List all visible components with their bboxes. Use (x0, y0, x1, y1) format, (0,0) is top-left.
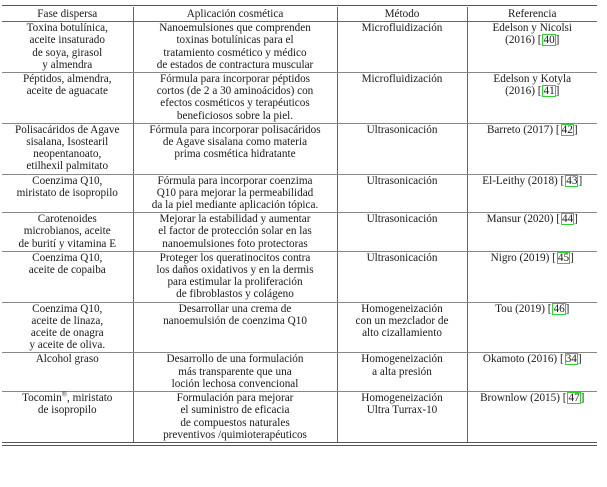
cell-line: de isopropilo (37, 404, 97, 417)
cell-line: Toxina botulínica, (26, 22, 108, 35)
cell-line: Edelson y Nicolsi (492, 22, 573, 35)
cell-line: de burití y vitamina E (18, 237, 117, 250)
cell-line: loción lechosa convencional (171, 377, 299, 390)
cell-aplicacion-cosmetica (133, 302, 337, 353)
cell-line: Formulación para mejorar (176, 392, 294, 405)
nanoemulsion-table (2, 7, 597, 443)
cell-metodo (337, 213, 467, 252)
table-row (2, 174, 597, 213)
header-fase-dispersa: Fase dispersa (2, 7, 133, 22)
cell-line: Ultrasonicación (366, 174, 438, 187)
registered-mark: ® (61, 390, 68, 399)
citation-bracket: ] (570, 251, 574, 264)
cell-aplicacion-cosmetica (133, 174, 337, 213)
cell-fase-dispersa (2, 251, 133, 302)
cell-fase-dispersa (2, 174, 133, 213)
cell-fase-dispersa (2, 213, 133, 252)
citation-line (470, 252, 596, 264)
cell-fase-dispersa (2, 392, 133, 443)
citation-bracket: ] (555, 85, 560, 98)
cell-line: Fórmula para incorporar coenzima (157, 174, 313, 187)
cell-referencia (467, 123, 597, 174)
cell-aplicacion-cosmetica (133, 392, 337, 443)
cell-line: los daños oxidativos y en la dermis (156, 264, 314, 277)
citation-bracket: ] (555, 34, 560, 47)
cell-line: Homogeneización (361, 353, 443, 366)
cell-line: Coenzima Q10, (32, 251, 103, 264)
cell-metodo (337, 22, 467, 73)
table-row (2, 22, 597, 73)
cell-line: tratamiento cosmético y médico (163, 46, 307, 59)
cell-line: de fibroblastos y colágeno (176, 288, 294, 301)
table-row (2, 392, 597, 443)
cell-referencia (467, 213, 597, 252)
cell-aplicacion-cosmetica (133, 213, 337, 252)
cell-line: con un mezclador de (355, 314, 449, 327)
cell-line: Homogeneización (361, 302, 443, 315)
cell-line: Carotenoides (37, 213, 97, 226)
cell-aplicacion-cosmetica (133, 353, 337, 392)
cell-line: nanoemulsión de coenzima Q10 (163, 314, 307, 327)
header-row (2, 7, 597, 22)
cell-line: de soya, girasol (32, 46, 103, 59)
citation-bracket: ] (573, 123, 578, 136)
cell-referencia (467, 22, 597, 73)
citation-bracket: ] (578, 174, 583, 187)
citation-bracket: ] (580, 392, 585, 405)
citation-author-year: Barreto (2017) [ (486, 123, 560, 136)
citation-line (470, 213, 596, 225)
cell-metodo (337, 73, 467, 124)
cell-metodo (337, 251, 467, 302)
table-top-rule (2, 5, 597, 6)
citation-link[interactable]: 47 (568, 392, 580, 405)
citation-author-year: Tou (2019) [ (495, 302, 552, 315)
cell-line: Microfluidización (361, 73, 443, 86)
cell-line: microbianos, aceite (23, 225, 111, 238)
citation-line (470, 85, 596, 97)
citation-bracket: ] (577, 353, 582, 366)
cell-line: aceite de onagra (30, 327, 104, 340)
cell-line: el factor de protección solar en las (158, 225, 312, 238)
cell-line: Desarrollar una crema de (178, 302, 292, 315)
table-row (2, 353, 597, 392)
cell-line: aceite de aguacate (26, 85, 108, 98)
citation-link[interactable]: 45 (557, 251, 570, 264)
citation-line (470, 392, 596, 404)
cell-metodo (337, 392, 467, 443)
header-referencia: Referencia (467, 7, 597, 22)
citation-link[interactable]: 40 (543, 34, 555, 47)
cell-line: etilhexil palmitato (26, 160, 109, 173)
cell-line: Ultra Turrax-10 (366, 404, 438, 417)
citation-line (470, 353, 596, 365)
citation-author-year: Mansur (2020) [ (486, 213, 560, 226)
cell-referencia (467, 392, 597, 443)
cell-line: y almendra (42, 58, 93, 71)
table-row (2, 251, 597, 302)
cell-line: Alcohol graso (35, 353, 99, 366)
citation-link[interactable]: 46 (553, 302, 565, 315)
citation-link[interactable]: 43 (566, 174, 578, 187)
cell-line: aceite de linaza, (31, 314, 104, 327)
cell-line: Nanoemulsiones que comprenden (159, 22, 311, 35)
header-metodo: Método (337, 7, 467, 22)
cell-referencia (467, 353, 597, 392)
cell-line: da la piel mediante aplicación tópica. (151, 199, 319, 212)
citation-link[interactable]: 44 (561, 213, 574, 226)
citation-link[interactable]: 41 (543, 85, 555, 98)
cell-line: aceite de copaiba (28, 264, 106, 277)
cell-line: Ultrasonicación (366, 123, 438, 136)
cell-line: y aceite de oliva. (29, 339, 106, 352)
cell-line: Edelson y Kotyla (493, 73, 572, 86)
cell-line: de estados de contractura muscular (156, 58, 314, 71)
cell-line: Mejorar la estabilidad y aumentar (159, 213, 311, 226)
cell-line (4, 392, 131, 404)
cell-line: Coenzima Q10, (32, 302, 103, 315)
cell-line: Homogeneización (361, 392, 443, 405)
cell-line: Ultrasonicación (366, 213, 438, 226)
cell-metodo (337, 174, 467, 213)
cell-line: Fórmula para incorporar péptidos (159, 73, 311, 86)
cell-line: Q10 para mejorar la permeabilidad (156, 186, 314, 199)
cell-fase-dispersa (2, 353, 133, 392)
cell-line: el suministro de eficacia (180, 404, 290, 417)
cell-aplicacion-cosmetica (133, 73, 337, 124)
trademark-name: Tocomin (22, 392, 62, 405)
table-row (2, 73, 597, 124)
citation-author-year: (2016) [ (505, 34, 542, 47)
citation-author-year: Okamoto (2016) [ (482, 353, 564, 366)
citation-bracket: ] (574, 213, 578, 226)
cell-aplicacion-cosmetica (133, 251, 337, 302)
table-row (2, 213, 597, 252)
citation-author-year: El-Leithy (2018) [ (482, 174, 565, 187)
cell-referencia (467, 174, 597, 213)
citation-author-year: Brownlow (2015) [ (480, 392, 567, 405)
cell-line: para estimular la proliferación (167, 276, 303, 289)
cell-metodo (337, 353, 467, 392)
citation-line (470, 175, 596, 187)
table-row (2, 302, 597, 353)
cell-line: preventivos /quimioterapéuticos (163, 428, 307, 441)
cell-line: Desarrollo de una formulación (166, 353, 304, 366)
cell-line: nanoemulsiones foto protectoras (162, 237, 308, 250)
citation-bracket: ] (565, 302, 570, 315)
cell-fase-dispersa (2, 302, 133, 353)
citation-link[interactable]: 42 (561, 123, 573, 136)
cell-line: Polisacáridos de Agave (15, 123, 120, 136)
cell-fase-dispersa (2, 22, 133, 73)
header-aplicacion-cosmetica: Aplicación cosmética (133, 7, 337, 22)
cell-line: alto cizallamiento (362, 327, 442, 340)
cell-line: Proteger los queratinocitos contra (159, 251, 311, 264)
citation-line (470, 303, 596, 315)
cell-aplicacion-cosmetica (133, 123, 337, 174)
citation-link[interactable]: 34 (565, 353, 577, 366)
citation-author-year: Nigro (2019) [ (490, 251, 556, 264)
cell-line: aceite insaturado (29, 34, 105, 47)
table-row (2, 123, 597, 174)
cell-line: efectos cosméticos y terapéuticos (160, 97, 310, 110)
cell-referencia (467, 251, 597, 302)
cell-fase-dispersa (2, 73, 133, 124)
cell-referencia (467, 302, 597, 353)
cell-line: de Agave sisalana como materia (162, 136, 308, 149)
cell-line: miristato de isopropilo (16, 186, 118, 199)
cell-line: cortos (de 2 a 30 aminoácidos) con (156, 85, 314, 98)
citation-line (470, 34, 596, 46)
cell-line: sisalana, Isostearil (26, 136, 109, 149)
cell-line: neopentanoato, (33, 148, 102, 161)
cell-line: Péptidos, almendra, (22, 73, 112, 86)
cell-metodo (337, 123, 467, 174)
cell-line: prima cosmética hidratante (174, 148, 296, 161)
cell-text: , miristato (67, 392, 113, 405)
cell-line: más transparente que una (178, 365, 292, 378)
cell-aplicacion-cosmetica (133, 22, 337, 73)
citation-line (470, 124, 596, 136)
cell-referencia (467, 73, 597, 124)
cell-line: de compuestos naturales (180, 416, 290, 429)
cell-line: Ultrasonicación (366, 251, 438, 264)
table-body (2, 22, 597, 443)
cell-line: toxinas botulínicas para el (176, 34, 294, 47)
cell-line: Microfluidización (361, 22, 443, 35)
cell-metodo (337, 302, 467, 353)
citation-author-year: (2016) [ (505, 85, 542, 98)
cell-fase-dispersa (2, 123, 133, 174)
cell-line: Fórmula para incorporar polisacáridos (149, 123, 321, 136)
cell-line: beneficiosos sobre la piel. (176, 109, 294, 122)
table-container (2, 5, 597, 446)
cell-line: Coenzima Q10, (32, 174, 103, 187)
table-bottom-rule (2, 445, 597, 446)
cell-line: a alta presión (372, 365, 432, 378)
